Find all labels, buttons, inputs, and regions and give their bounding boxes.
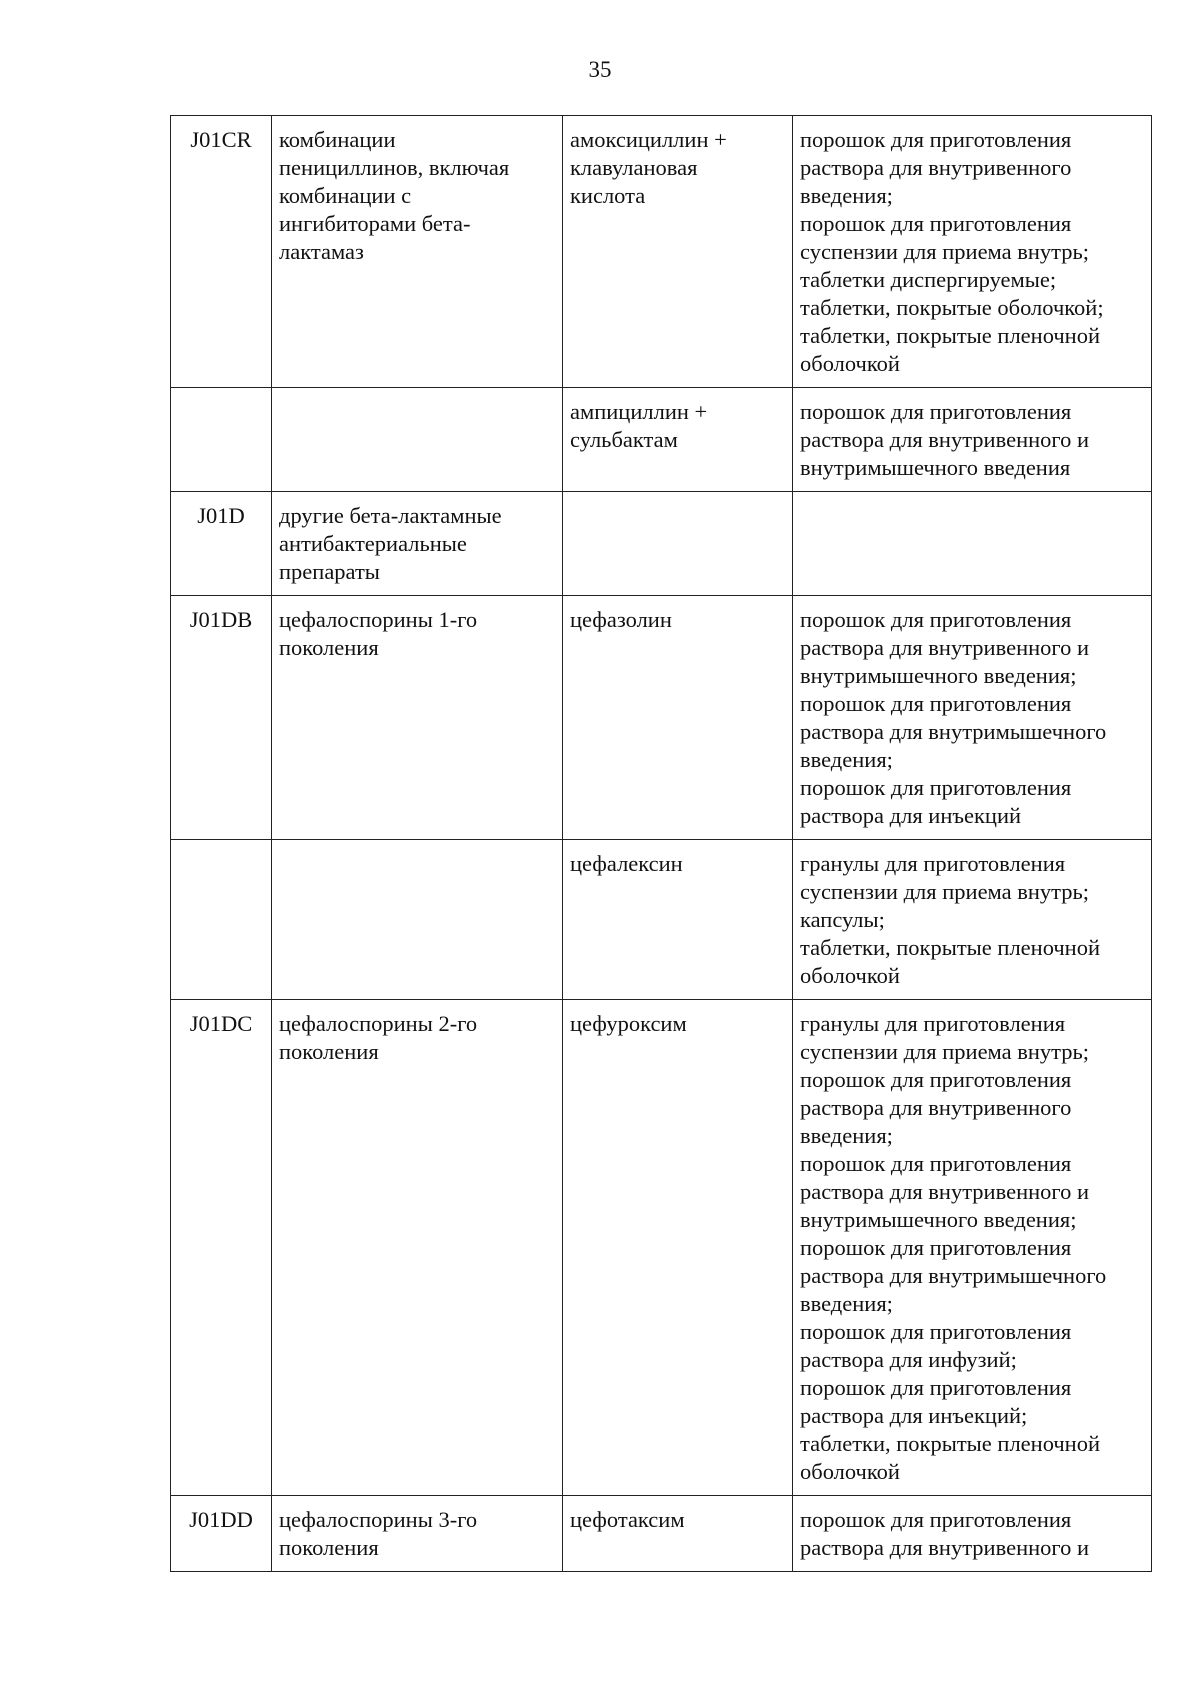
group-name-cell bbox=[272, 840, 563, 1000]
drug-name-cell: цефазолин bbox=[563, 596, 793, 840]
dosage-forms-cell: порошок для приготовления раствора для внутривенного и bbox=[793, 1496, 1152, 1572]
dosage-forms-cell: гранулы для приготовления суспензии для приема внутрь; порошок для приготовления раствора для внутривенного введения; порошок для приготовления раствора для внутривенного и внутримышечного введения; порошок для приготовления раствора для внутримышечного введения; порошок для приготовления раствора для инфузий; порошок для приготовления раствора для инъекций; таблетки, покрытые пленочной оболочкой bbox=[793, 1000, 1152, 1496]
dosage-forms-cell: гранулы для приготовления суспензии для приема внутрь; капсулы; таблетки, покрытые пленочной оболочкой bbox=[793, 840, 1152, 1000]
group-name-cell: цефалоспорины 2-го поколения bbox=[272, 1000, 563, 1496]
group-name-cell: другие бета-лактамные антибактериальные препараты bbox=[272, 492, 563, 596]
drug-name-cell bbox=[563, 492, 793, 596]
atc-code-cell bbox=[171, 840, 272, 1000]
atc-code-cell: J01DD bbox=[171, 1496, 272, 1572]
group-name-cell: комбинации пенициллинов, включая комбинации с ингибиторами бета- лактамаз bbox=[272, 116, 563, 388]
dosage-forms-cell: порошок для приготовления раствора для внутривенного и внутримышечного введения; порошок для приготовления раствора для внутримышечного введения; порошок для приготовления раствора для инъекций bbox=[793, 596, 1152, 840]
drug-name-cell: цефалексин bbox=[563, 840, 793, 1000]
table-row bbox=[171, 1496, 1152, 1572]
drug-table bbox=[170, 115, 1152, 1572]
dosage-forms-cell: порошок для приготовления раствора для внутривенного введения; порошок для приготовления суспензии для приема внутрь; таблетки диспергируемые; таблетки, покрытые оболочкой; таблетки, покрытые пленочной оболочкой bbox=[793, 116, 1152, 388]
group-name-cell: цефалоспорины 1-го поколения bbox=[272, 596, 563, 840]
drug-name-cell: цефотаксим bbox=[563, 1496, 793, 1572]
table-row bbox=[171, 388, 1152, 492]
group-name-cell: цефалоспорины 3-го поколения bbox=[272, 1496, 563, 1572]
atc-code-cell: J01D bbox=[171, 492, 272, 596]
atc-code-cell: J01CR bbox=[171, 116, 272, 388]
table-row bbox=[171, 492, 1152, 596]
table-row bbox=[171, 1000, 1152, 1496]
atc-code-cell: J01DB bbox=[171, 596, 272, 840]
table-row bbox=[171, 840, 1152, 1000]
table-row bbox=[171, 596, 1152, 840]
atc-code-cell: J01DC bbox=[171, 1000, 272, 1496]
drug-name-cell: амоксициллин + клавулановая кислота bbox=[563, 116, 793, 388]
table-row bbox=[171, 116, 1152, 388]
page-number: 35 bbox=[588, 57, 612, 82]
drug-name-cell: цефуроксим bbox=[563, 1000, 793, 1496]
atc-code-cell bbox=[171, 388, 272, 492]
dosage-forms-cell bbox=[793, 492, 1152, 596]
dosage-forms-cell: порошок для приготовления раствора для внутривенного и внутримышечного введения bbox=[793, 388, 1152, 492]
group-name-cell bbox=[272, 388, 563, 492]
drug-name-cell: ампициллин + сульбактам bbox=[563, 388, 793, 492]
